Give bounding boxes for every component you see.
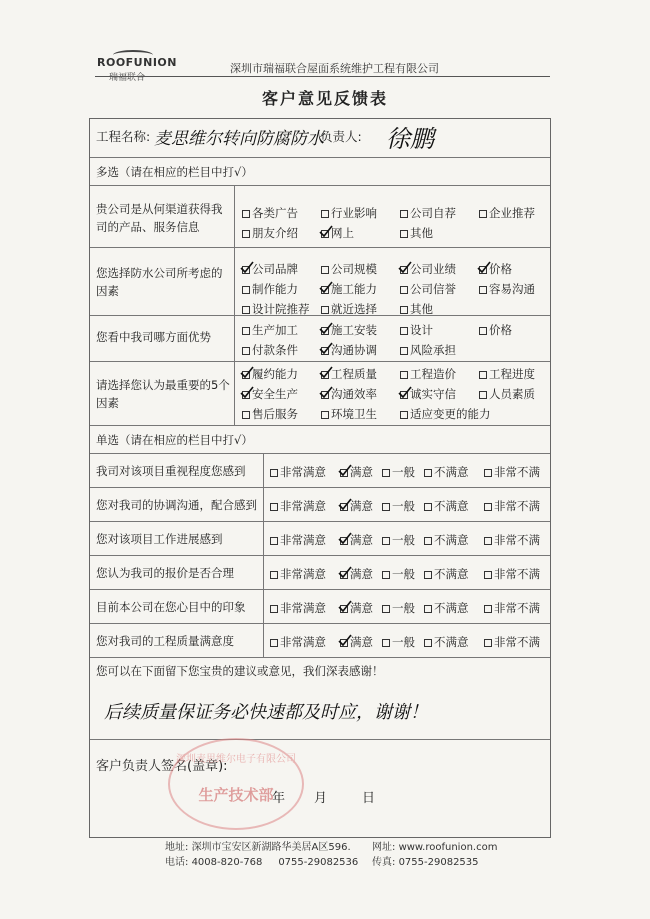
- option-5[interactable]: [242, 282, 298, 296]
- option-11[interactable]: [400, 407, 491, 421]
- option-11[interactable]: [400, 302, 433, 316]
- checkmark-icon: [477, 261, 489, 273]
- option-label: 诚实守信: [410, 387, 456, 401]
- web-label: 网址:: [372, 842, 396, 853]
- sign-day: 日: [362, 791, 376, 806]
- checkbox[interactable]: [382, 537, 390, 545]
- project-row: [90, 119, 550, 157]
- option-7[interactable]: [400, 387, 456, 401]
- q3-label: 您看中我司哪方面优势: [96, 330, 211, 344]
- single-q3-row: [90, 521, 550, 555]
- option-label: 满意: [350, 635, 373, 649]
- checkbox[interactable]: [242, 411, 250, 419]
- checkmark-icon: [319, 342, 331, 354]
- option-label: 一般: [392, 567, 415, 581]
- checked-checkbox[interactable]: [321, 230, 329, 238]
- checkbox[interactable]: [484, 605, 492, 613]
- checked-checkbox[interactable]: [340, 605, 348, 613]
- single-q-label: 您对我司的协调沟通，配合感到: [96, 498, 257, 512]
- checkmark-icon: [240, 366, 252, 378]
- checkbox[interactable]: [479, 286, 487, 294]
- checkmark-icon: [338, 464, 350, 476]
- option-label: 工程质量: [331, 367, 377, 381]
- rating-3[interactable]: [382, 499, 415, 513]
- rating-1[interactable]: [270, 533, 326, 547]
- rating-5[interactable]: [484, 567, 540, 581]
- checkbox[interactable]: [484, 469, 492, 477]
- option-10[interactable]: [321, 407, 377, 421]
- option-label: 公司自荐: [410, 206, 456, 220]
- checkmark-icon: [398, 386, 410, 398]
- option-label: 设计院推荐: [252, 302, 310, 316]
- option-2[interactable]: [321, 206, 377, 220]
- checked-checkbox[interactable]: [242, 266, 250, 274]
- option-label: 工程造价: [410, 367, 456, 381]
- suggestion-handwritten[interactable]: 后续质量保证务必快速都及时应，谢谢！: [104, 702, 428, 723]
- option-6[interactable]: [321, 282, 377, 296]
- option-2[interactable]: [321, 262, 377, 276]
- rating-4[interactable]: [424, 533, 469, 547]
- checkbox[interactable]: [424, 503, 432, 511]
- addr-label: 地址:: [165, 842, 189, 853]
- option-label: 网上: [331, 226, 354, 240]
- option-label: 非常满意: [280, 499, 326, 513]
- checked-checkbox[interactable]: [400, 266, 408, 274]
- web-value[interactable]: www.roofunion.com: [398, 842, 498, 853]
- option-2[interactable]: [321, 323, 377, 337]
- checkbox[interactable]: [270, 469, 278, 477]
- rating-1[interactable]: [270, 499, 326, 513]
- option-label: 一般: [392, 465, 415, 479]
- checkbox[interactable]: [382, 605, 390, 613]
- checkbox[interactable]: [270, 537, 278, 545]
- footer-address-line: [165, 838, 351, 853]
- checkbox[interactable]: [479, 391, 487, 399]
- checkbox[interactable]: [484, 571, 492, 579]
- manager-label: 负责人:: [320, 129, 362, 144]
- signature-label: 客户负责人签名(盖章):: [96, 759, 228, 774]
- rating-4[interactable]: [424, 635, 469, 649]
- checked-checkbox[interactable]: [400, 391, 408, 399]
- option-label: 安全生产: [252, 387, 298, 401]
- option-label: 其他: [410, 226, 433, 240]
- checkbox[interactable]: [424, 537, 432, 545]
- checked-checkbox[interactable]: [242, 371, 250, 379]
- option-4[interactable]: [479, 323, 512, 337]
- option-label: 企业推荐: [489, 206, 535, 220]
- sign-year: 年: [272, 791, 286, 806]
- single-q-label: 我司对该项目重视程度您感到: [96, 464, 246, 478]
- checkmark-icon: [240, 261, 252, 273]
- option-label: 满意: [350, 499, 373, 513]
- rating-5[interactable]: [484, 499, 540, 513]
- option-label: 一般: [392, 635, 415, 649]
- checkbox[interactable]: [321, 306, 329, 314]
- footer-web: [372, 838, 497, 853]
- rating-2[interactable]: [340, 499, 373, 513]
- checkbox[interactable]: [321, 210, 329, 218]
- footer-phone-line: [165, 853, 358, 868]
- checkbox[interactable]: [400, 327, 408, 335]
- option-label: 价格: [489, 323, 512, 337]
- checked-checkbox[interactable]: [340, 503, 348, 511]
- seal-ring-text: 深圳麦思维尔电子有限公司: [176, 754, 296, 765]
- option-label: 不满意: [434, 533, 469, 547]
- tel2-value: 0755-29082536: [278, 857, 359, 868]
- option-label: 人员素质: [489, 387, 535, 401]
- rating-3[interactable]: [382, 533, 415, 547]
- multi-q3-row: [90, 315, 550, 361]
- option-label: 满意: [350, 601, 373, 615]
- option-label: 就近选择: [331, 302, 377, 316]
- checked-checkbox[interactable]: [479, 266, 487, 274]
- option-label: 非常满意: [280, 465, 326, 479]
- checkbox[interactable]: [424, 571, 432, 579]
- option-label: 朋友介绍: [252, 226, 298, 240]
- checkbox[interactable]: [424, 639, 432, 647]
- checkbox[interactable]: [270, 639, 278, 647]
- option-3[interactable]: [400, 206, 456, 220]
- option-3[interactable]: [400, 323, 433, 337]
- option-label: 一般: [392, 601, 415, 615]
- checkbox[interactable]: [400, 347, 408, 355]
- option-label: 非常不满: [494, 567, 540, 581]
- option-6[interactable]: [321, 387, 377, 401]
- option-label: 工程进度: [489, 367, 535, 381]
- checkmark-icon: [338, 566, 350, 578]
- single-select-header: [90, 425, 550, 453]
- checkbox[interactable]: [321, 266, 329, 274]
- checked-checkbox[interactable]: [340, 571, 348, 579]
- rating-3[interactable]: [382, 635, 415, 649]
- option-1[interactable]: [242, 367, 298, 381]
- rating-4[interactable]: [424, 567, 469, 581]
- option-4[interactable]: [479, 262, 512, 276]
- option-label: 设计: [410, 323, 433, 337]
- checkbox[interactable]: [400, 230, 408, 238]
- checkbox[interactable]: [400, 210, 408, 218]
- checkbox[interactable]: [484, 639, 492, 647]
- header-divider: [95, 76, 550, 77]
- option-6[interactable]: [321, 343, 377, 357]
- checkmark-icon: [338, 600, 350, 612]
- rating-2[interactable]: [340, 567, 373, 581]
- suggestion-prompt: 您可以在下面留下您宝贵的建议或意见，我们深表感谢！: [96, 664, 384, 678]
- checkbox[interactable]: [400, 371, 408, 379]
- option-label: 非常满意: [280, 635, 326, 649]
- option-label: 其他: [410, 302, 433, 316]
- company-seal-stamp: [168, 738, 304, 830]
- option-4[interactable]: [479, 206, 535, 220]
- option-label: 价格: [489, 262, 512, 276]
- checkmark-icon: [319, 322, 331, 334]
- option-label: 满意: [350, 567, 373, 581]
- checked-checkbox[interactable]: [242, 391, 250, 399]
- fax-label: 传真:: [372, 857, 396, 868]
- checked-checkbox[interactable]: [321, 347, 329, 355]
- checkbox[interactable]: [242, 286, 250, 294]
- checked-checkbox[interactable]: [340, 639, 348, 647]
- option-label: 行业影响: [331, 206, 377, 220]
- single-q1-row: [90, 453, 550, 487]
- option-7[interactable]: [400, 226, 433, 240]
- option-label: 一般: [392, 499, 415, 513]
- rating-2[interactable]: [340, 601, 373, 615]
- checkbox[interactable]: [270, 503, 278, 511]
- single-q-label: 目前本公司在您心目中的印象: [96, 600, 246, 614]
- rating-3[interactable]: [382, 567, 415, 581]
- option-8[interactable]: [479, 282, 535, 296]
- option-9[interactable]: [242, 302, 310, 316]
- checkmark-icon: [240, 386, 252, 398]
- option-label: 公司品牌: [252, 262, 298, 276]
- checkbox[interactable]: [400, 306, 408, 314]
- checkbox[interactable]: [484, 503, 492, 511]
- checked-checkbox[interactable]: [340, 469, 348, 477]
- sign-month: 月: [314, 791, 328, 806]
- option-1[interactable]: [242, 206, 298, 220]
- option-label: 公司信誉: [410, 282, 456, 296]
- option-3[interactable]: [400, 262, 456, 276]
- checkbox[interactable]: [424, 469, 432, 477]
- checkmark-icon: [319, 386, 331, 398]
- option-label: 沟通协调: [331, 343, 377, 357]
- checkbox[interactable]: [242, 327, 250, 335]
- checked-checkbox[interactable]: [321, 371, 329, 379]
- multi-q2-row: [90, 247, 550, 315]
- checkmark-icon: [398, 261, 410, 273]
- checkbox[interactable]: [479, 371, 487, 379]
- project-label: 工程名称:: [96, 129, 151, 144]
- rating-4[interactable]: [424, 499, 469, 513]
- rating-5[interactable]: [484, 601, 540, 615]
- option-2[interactable]: [321, 367, 377, 381]
- option-label: 适应变更的能力: [410, 407, 491, 421]
- option-label: 公司业绩: [410, 262, 456, 276]
- option-label: 容易沟通: [489, 282, 535, 296]
- checkbox[interactable]: [484, 537, 492, 545]
- option-label: 一般: [392, 533, 415, 547]
- option-4[interactable]: [479, 367, 535, 381]
- option-label: 环境卫生: [331, 407, 377, 421]
- option-3[interactable]: [400, 367, 456, 381]
- option-label: 履约能力: [252, 367, 298, 381]
- checkbox[interactable]: [382, 503, 390, 511]
- option-9[interactable]: [242, 407, 298, 421]
- option-8[interactable]: [479, 387, 535, 401]
- option-10[interactable]: [321, 302, 377, 316]
- option-label: 非常不满: [494, 601, 540, 615]
- checkbox[interactable]: [242, 230, 250, 238]
- single-q-label: 您对该项目工作进展感到: [96, 532, 223, 546]
- checkbox[interactable]: [382, 469, 390, 477]
- rating-3[interactable]: [382, 601, 415, 615]
- single-q-label: 您对我司的工程质量满意度: [96, 634, 234, 648]
- single-q-label: 您认为我司的报价是否合理: [96, 566, 234, 580]
- single-q5-row: [90, 589, 550, 623]
- suggestion-row: [90, 657, 550, 739]
- option-label: 不满意: [434, 499, 469, 513]
- form-title: 客户意见反馈表: [261, 89, 388, 108]
- option-1[interactable]: [242, 323, 298, 337]
- single-q4-row: [90, 555, 550, 589]
- multi-q1-row: [90, 185, 550, 247]
- rating-1[interactable]: [270, 635, 326, 649]
- option-label: 非常不满: [494, 465, 540, 479]
- rating-3[interactable]: [382, 465, 415, 479]
- option-label: 满意: [350, 465, 373, 479]
- q2-label: 您选择防水公司所考虑的因素: [96, 266, 223, 298]
- rating-1[interactable]: [270, 465, 326, 479]
- checkbox[interactable]: [242, 306, 250, 314]
- checkbox[interactable]: [400, 286, 408, 294]
- option-7[interactable]: [400, 282, 456, 296]
- option-5[interactable]: [242, 226, 298, 240]
- option-6[interactable]: [321, 226, 354, 240]
- multi-select-header: [90, 157, 550, 185]
- rating-4[interactable]: [424, 465, 469, 479]
- single-header-text: 单选（请在相应的栏目中打√）: [96, 433, 253, 447]
- rating-2[interactable]: [340, 465, 373, 479]
- option-label: 公司规模: [331, 262, 377, 276]
- checkbox[interactable]: [479, 210, 487, 218]
- checkmark-icon: [319, 366, 331, 378]
- option-label: 生产加工: [252, 323, 298, 337]
- option-label: 非常不满: [494, 499, 540, 513]
- single-q2-row: [90, 487, 550, 521]
- tel-label: 电话:: [165, 857, 189, 868]
- checkmark-icon: [319, 225, 331, 237]
- checkbox[interactable]: [242, 347, 250, 355]
- manager-signature[interactable]: 徐鹏: [386, 125, 434, 153]
- company-logo: ROOFUNION 瑞福联合: [95, 50, 165, 86]
- option-label: 非常满意: [280, 601, 326, 615]
- option-label: 满意: [350, 533, 373, 547]
- tel-value: 4008-820-768: [191, 857, 263, 868]
- checkbox[interactable]: [270, 605, 278, 613]
- option-label: 施工能力: [331, 282, 377, 296]
- rating-1[interactable]: [270, 567, 326, 581]
- rating-1[interactable]: [270, 601, 326, 615]
- option-label: 非常不满: [494, 635, 540, 649]
- option-label: 不满意: [434, 635, 469, 649]
- fax-value: 0755-29082535: [398, 857, 479, 868]
- single-q6-row: [90, 623, 550, 657]
- option-label: 各类广告: [252, 206, 298, 220]
- option-label: 制作能力: [252, 282, 298, 296]
- rating-2[interactable]: [340, 533, 373, 547]
- option-label: 不满意: [434, 567, 469, 581]
- option-label: 施工安装: [331, 323, 377, 337]
- rating-2[interactable]: [340, 635, 373, 649]
- option-label: 不满意: [434, 465, 469, 479]
- rating-5[interactable]: [484, 635, 540, 649]
- option-5[interactable]: [242, 343, 298, 357]
- rating-5[interactable]: [484, 533, 540, 547]
- option-1[interactable]: [242, 262, 298, 276]
- feedback-form: [89, 118, 551, 838]
- checked-checkbox[interactable]: [321, 286, 329, 294]
- option-7[interactable]: [400, 343, 456, 357]
- rating-5[interactable]: [484, 465, 540, 479]
- checked-checkbox[interactable]: [321, 327, 329, 335]
- checkmark-icon: [338, 498, 350, 510]
- checkbox[interactable]: [321, 411, 329, 419]
- checkbox[interactable]: [270, 571, 278, 579]
- multi-q4-row: [90, 361, 550, 425]
- checked-checkbox[interactable]: [340, 537, 348, 545]
- checkmark-icon: [338, 634, 350, 646]
- signature-row: [90, 739, 550, 837]
- multi-header-text: 多选（请在相应的栏目中打√）: [96, 165, 253, 179]
- q4-label: 请选择您认为最重要的5个因素: [96, 378, 230, 410]
- option-label: 付款条件: [252, 343, 298, 357]
- option-label: 非常不满: [494, 533, 540, 547]
- option-label: 沟通效率: [331, 387, 377, 401]
- checkbox[interactable]: [400, 411, 408, 419]
- rating-4[interactable]: [424, 601, 469, 615]
- option-label: 非常满意: [280, 567, 326, 581]
- checked-checkbox[interactable]: [321, 391, 329, 399]
- option-label: 售后服务: [252, 407, 298, 421]
- option-label: 不满意: [434, 601, 469, 615]
- checkbox[interactable]: [424, 605, 432, 613]
- checkbox[interactable]: [382, 639, 390, 647]
- checkmark-icon: [319, 281, 331, 293]
- q1-label: 贵公司是从何渠道获得我司的产品、服务信息: [96, 202, 223, 234]
- addr-value: 深圳市宝安区新湖路华美居A区596.: [191, 842, 351, 853]
- checkbox[interactable]: [382, 571, 390, 579]
- project-name-value[interactable]: 麦思维尔转向防腐防水: [154, 129, 324, 149]
- option-label: 非常满意: [280, 533, 326, 547]
- company-name: 深圳市瑞福联合屋面系统维护工程有限公司: [230, 62, 439, 75]
- checkmark-icon: [338, 532, 350, 544]
- option-5[interactable]: [242, 387, 298, 401]
- seal-main-text: 生产技术部: [198, 786, 274, 804]
- option-label: 风险承担: [410, 343, 456, 357]
- footer-fax: [372, 853, 479, 868]
- checkbox[interactable]: [242, 210, 250, 218]
- checkbox[interactable]: [479, 327, 487, 335]
